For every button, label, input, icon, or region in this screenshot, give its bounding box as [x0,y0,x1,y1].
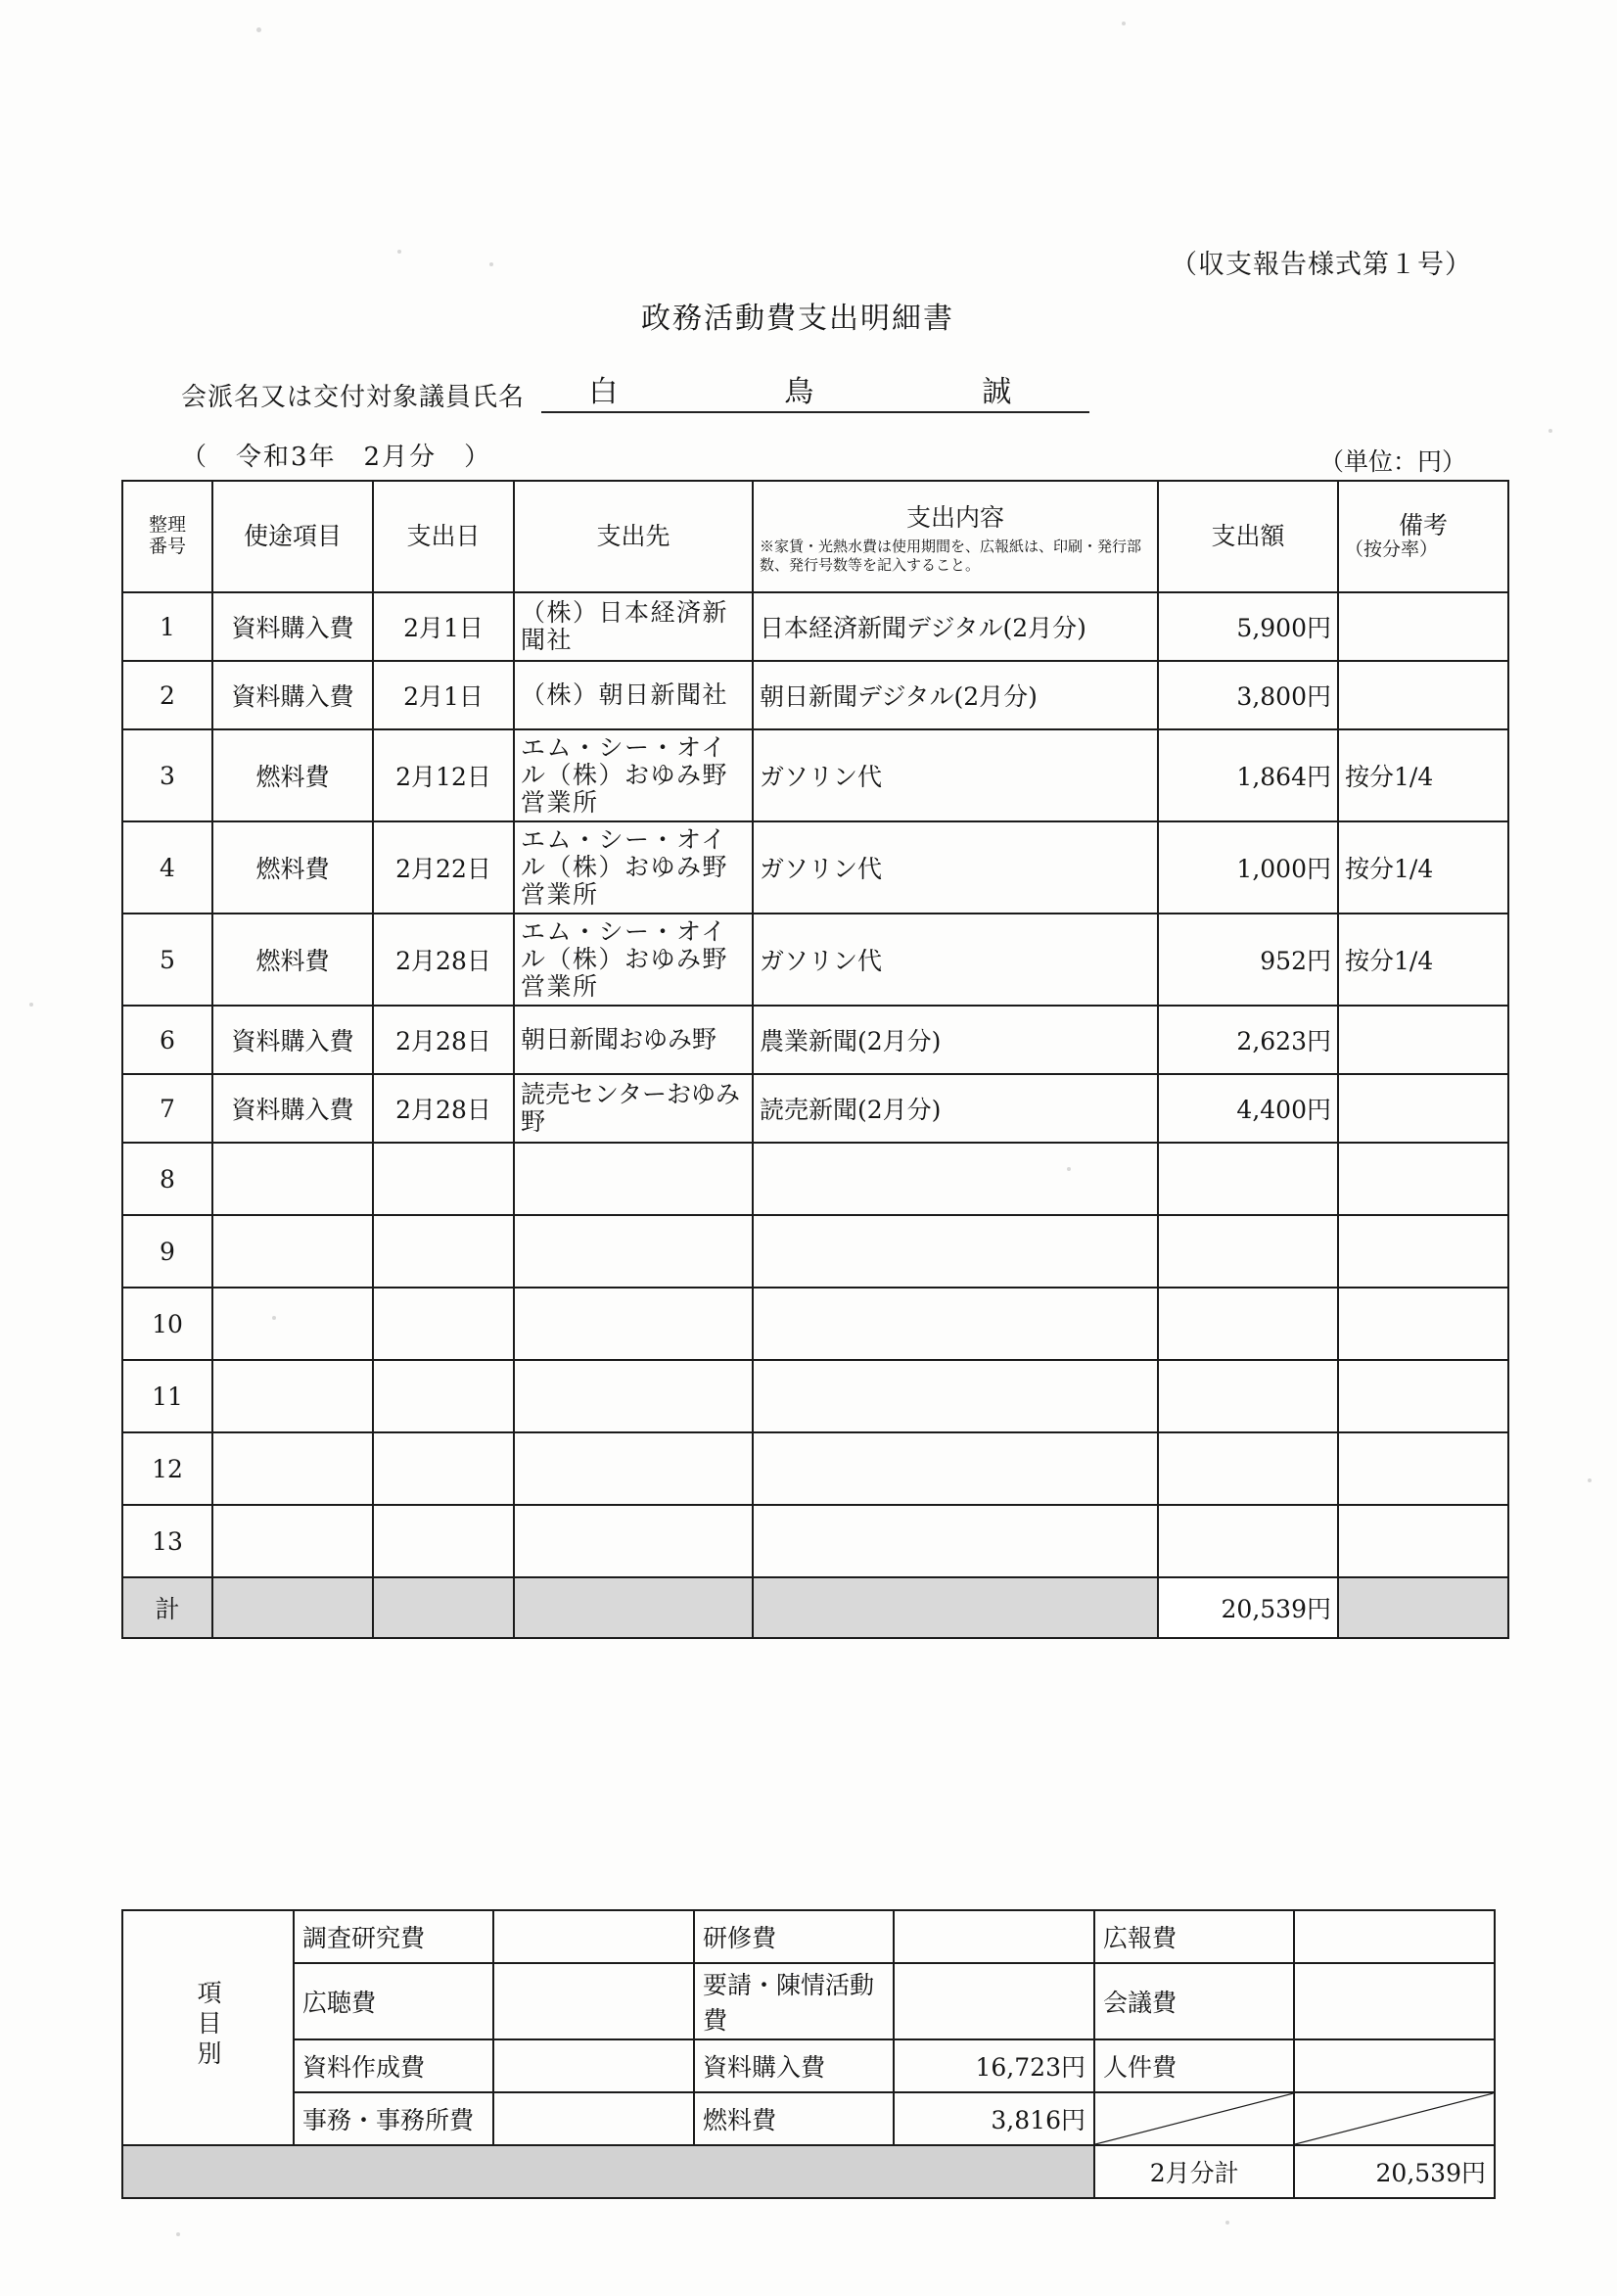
cell-date: 2月1日 [373,592,514,661]
cell-no: 12 [122,1432,212,1505]
cell-content [753,1432,1158,1505]
table-row [122,1432,1508,1505]
summary-key: 会議費 [1094,1963,1295,2039]
cell-item: 資料購入費 [212,1006,373,1074]
cell-amount: 2,623円 [1158,1006,1338,1074]
cell-remark: 按分1/4 [1338,729,1508,821]
cell-date [373,1432,514,1505]
expense-table [121,480,1509,1639]
cell-dest [514,1432,753,1505]
table-row [122,821,1508,914]
cell-remark [1338,1006,1508,1074]
cell-no: 3 [122,729,212,821]
column-header-no [122,481,212,592]
cell-amount: 3,800円 [1158,661,1338,729]
total-remark-blank [1338,1577,1508,1638]
cell-remark [1338,661,1508,729]
cell-content: ガソリン代 [753,729,1158,821]
cell-item [212,1288,373,1360]
cell-date: 2月1日 [373,661,514,729]
cell-content: 農業新聞(2月分) [753,1006,1158,1074]
total-date-blank [373,1577,514,1638]
summary-row [122,1910,1495,1963]
column-header-content-title: 支出内容 [905,502,1004,532]
cell-remark [1338,1288,1508,1360]
column-header-remark-line1: 備考 [1398,510,1448,539]
cell-remark [1338,592,1508,661]
cell-dest [514,1360,753,1432]
summary-row-label [122,1910,294,2145]
cell-amount: 952円 [1158,914,1338,1006]
cell-content [753,1505,1158,1577]
name-label: 会派名又は交付対象議員氏名 [181,383,526,412]
table-total-row [122,1577,1508,1638]
summary-value [1294,2039,1495,2092]
cell-amount [1158,1360,1338,1432]
month-total-row [122,2145,1495,2198]
column-header-no-line1: 整理 [148,514,186,537]
cell-date: 2月28日 [373,914,514,1006]
scan-speck [29,1003,33,1007]
scan-speck [256,27,261,32]
cell-remark [1338,1143,1508,1215]
name-part-3: 誠 [982,375,1014,409]
diagonal-strike-cell [1294,2092,1495,2145]
cell-content [753,1288,1158,1360]
summary-row-label-text: 項目別 [193,1979,222,2071]
cell-date: 2月28日 [373,1074,514,1143]
cell-content: 朝日新聞デジタル(2月分) [753,661,1158,729]
cell-item: 燃料費 [212,914,373,1006]
column-header-item: 使途項目 [212,481,373,592]
cell-no: 2 [122,661,212,729]
total-content-blank [753,1577,1158,1638]
summary-row [122,2039,1495,2092]
cell-item [212,1215,373,1288]
cell-no: 13 [122,1505,212,1577]
total-label: 計 [122,1577,212,1638]
cell-content [753,1215,1158,1288]
cell-amount: 4,400円 [1158,1074,1338,1143]
cell-dest: エム・シー・オイル（株）おゆみ野営業所 [514,729,753,821]
cell-date: 2月12日 [373,729,514,821]
cell-no: 4 [122,821,212,914]
cell-no: 5 [122,914,212,1006]
summary-row [122,1963,1495,2039]
name-value-line [541,375,1089,413]
summary-key: 調査研究費 [294,1910,494,1963]
column-header-date: 支出日 [373,481,514,592]
month-total-blank [122,2145,1094,2198]
cell-date: 2月22日 [373,821,514,914]
table-row [122,1288,1508,1360]
scan-speck [1225,2221,1229,2225]
cell-no: 10 [122,1288,212,1360]
cell-item: 資料購入費 [212,592,373,661]
cell-content: 読売新聞(2月分) [753,1074,1158,1143]
cell-dest [514,1215,753,1288]
cell-date [373,1143,514,1215]
scan-speck [489,262,493,266]
column-header-dest: 支出先 [514,481,753,592]
column-header-no-line2: 番号 [148,536,186,557]
unit-label: （単位：円） [1319,447,1467,476]
cell-remark: 按分1/4 [1338,914,1508,1006]
cell-amount [1158,1505,1338,1577]
cell-no: 1 [122,592,212,661]
cell-content: ガソリン代 [753,821,1158,914]
cell-dest: 読売センターおゆみ野 [514,1074,753,1143]
cell-item [212,1360,373,1432]
table-row [122,1143,1508,1215]
column-header-content [753,481,1158,592]
summary-value [493,1910,694,1963]
summary-value [894,1963,1094,2039]
column-header-amount: 支出額 [1158,481,1338,592]
summary-value [493,2039,694,2092]
scan-speck [1548,429,1552,433]
table-row [122,1074,1508,1143]
name-row [181,377,1089,413]
summary-value: 3,816円 [894,2092,1094,2145]
cell-date [373,1215,514,1288]
page-title: 政務活動費支出明細書 [641,302,954,336]
cell-remark: 按分1/4 [1338,821,1508,914]
cell-amount: 1,000円 [1158,821,1338,914]
table-row [122,1215,1508,1288]
cell-remark [1338,1215,1508,1288]
cell-remark [1338,1074,1508,1143]
table-row [122,661,1508,729]
cell-item: 資料購入費 [212,661,373,729]
cell-content [753,1360,1158,1432]
cell-date [373,1360,514,1432]
name-part-1: 白 [588,375,621,409]
table-row [122,1505,1508,1577]
cell-no: 7 [122,1074,212,1143]
cell-no: 9 [122,1215,212,1288]
cell-date [373,1505,514,1577]
summary-value [1294,1910,1495,1963]
summary-key: 資料購入費 [694,2039,895,2092]
cell-content: ガソリン代 [753,914,1158,1006]
cell-dest: エム・シー・オイル（株）おゆみ野営業所 [514,821,753,914]
scan-speck [176,2232,180,2236]
cell-item: 燃料費 [212,729,373,821]
cell-amount [1158,1288,1338,1360]
table-row [122,729,1508,821]
summary-key: 広報費 [1094,1910,1295,1963]
table-row [122,1006,1508,1074]
summary-value [493,2092,694,2145]
form-number: （収支報告様式第１号） [1171,250,1472,280]
column-header-remark [1338,481,1508,592]
cell-amount [1158,1215,1338,1288]
month-total-label: 2月分計 [1094,2145,1295,2198]
total-amount: 20,539円 [1158,1577,1338,1638]
scan-speck [1588,1478,1592,1482]
total-dest-blank [514,1577,753,1638]
cell-no: 8 [122,1143,212,1215]
cell-dest: （株）朝日新聞社 [514,661,753,729]
category-summary-table [121,1909,1496,2199]
cell-remark [1338,1432,1508,1505]
cell-content [753,1143,1158,1215]
summary-key: 燃料費 [694,2092,895,2145]
scan-speck [1122,22,1126,25]
summary-value: 16,723円 [894,2039,1094,2092]
table-row [122,592,1508,661]
summary-key: 要請・陳情活動費 [694,1963,895,2039]
summary-value [1294,1963,1495,2039]
summary-value [894,1910,1094,1963]
summary-key: 事務・事務所費 [294,2092,494,2145]
cell-amount: 5,900円 [1158,592,1338,661]
cell-item [212,1432,373,1505]
total-item-blank [212,1577,373,1638]
cell-date [373,1288,514,1360]
summary-key: 資料作成費 [294,2039,494,2092]
cell-content: 日本経済新聞デジタル(2月分) [753,592,1158,661]
summary-value [493,1963,694,2039]
cell-dest [514,1143,753,1215]
table-row [122,1360,1508,1432]
summary-key: 研修費 [694,1910,895,1963]
cell-dest: エム・シー・オイル（株）おゆみ野営業所 [514,914,753,1006]
summary-key: 人件費 [1094,2039,1295,2092]
cell-dest [514,1505,753,1577]
cell-remark [1338,1360,1508,1432]
scan-speck [397,250,401,254]
table-row [122,914,1508,1006]
cell-no: 6 [122,1006,212,1074]
cell-remark [1338,1505,1508,1577]
column-header-content-note: ※家賃・光熱水費は使用期間を、広報紙は、印刷・発行部数、発行号数等を記入すること。 [760,537,1142,574]
cell-amount [1158,1432,1338,1505]
cell-dest: （株）日本経済新聞社 [514,592,753,661]
diagonal-strike-cell [1094,2092,1295,2145]
table-header-row [122,481,1508,592]
summary-key: 広聴費 [294,1963,494,2039]
cell-date: 2月28日 [373,1006,514,1074]
month-total-value: 20,539円 [1294,2145,1495,2198]
cell-no: 11 [122,1360,212,1432]
cell-amount: 1,864円 [1158,729,1338,821]
period-label: （ 令和3年 2月分 ） [181,443,492,472]
cell-item [212,1505,373,1577]
cell-amount [1158,1143,1338,1215]
name-part-2: 鳥 [784,375,816,409]
cell-item [212,1143,373,1215]
summary-row [122,2092,1495,2145]
cell-item: 燃料費 [212,821,373,914]
cell-dest [514,1288,753,1360]
cell-dest: 朝日新聞おゆみ野 [514,1006,753,1074]
cell-item: 資料購入費 [212,1074,373,1143]
column-header-remark-line2: （按分率） [1345,539,1439,561]
